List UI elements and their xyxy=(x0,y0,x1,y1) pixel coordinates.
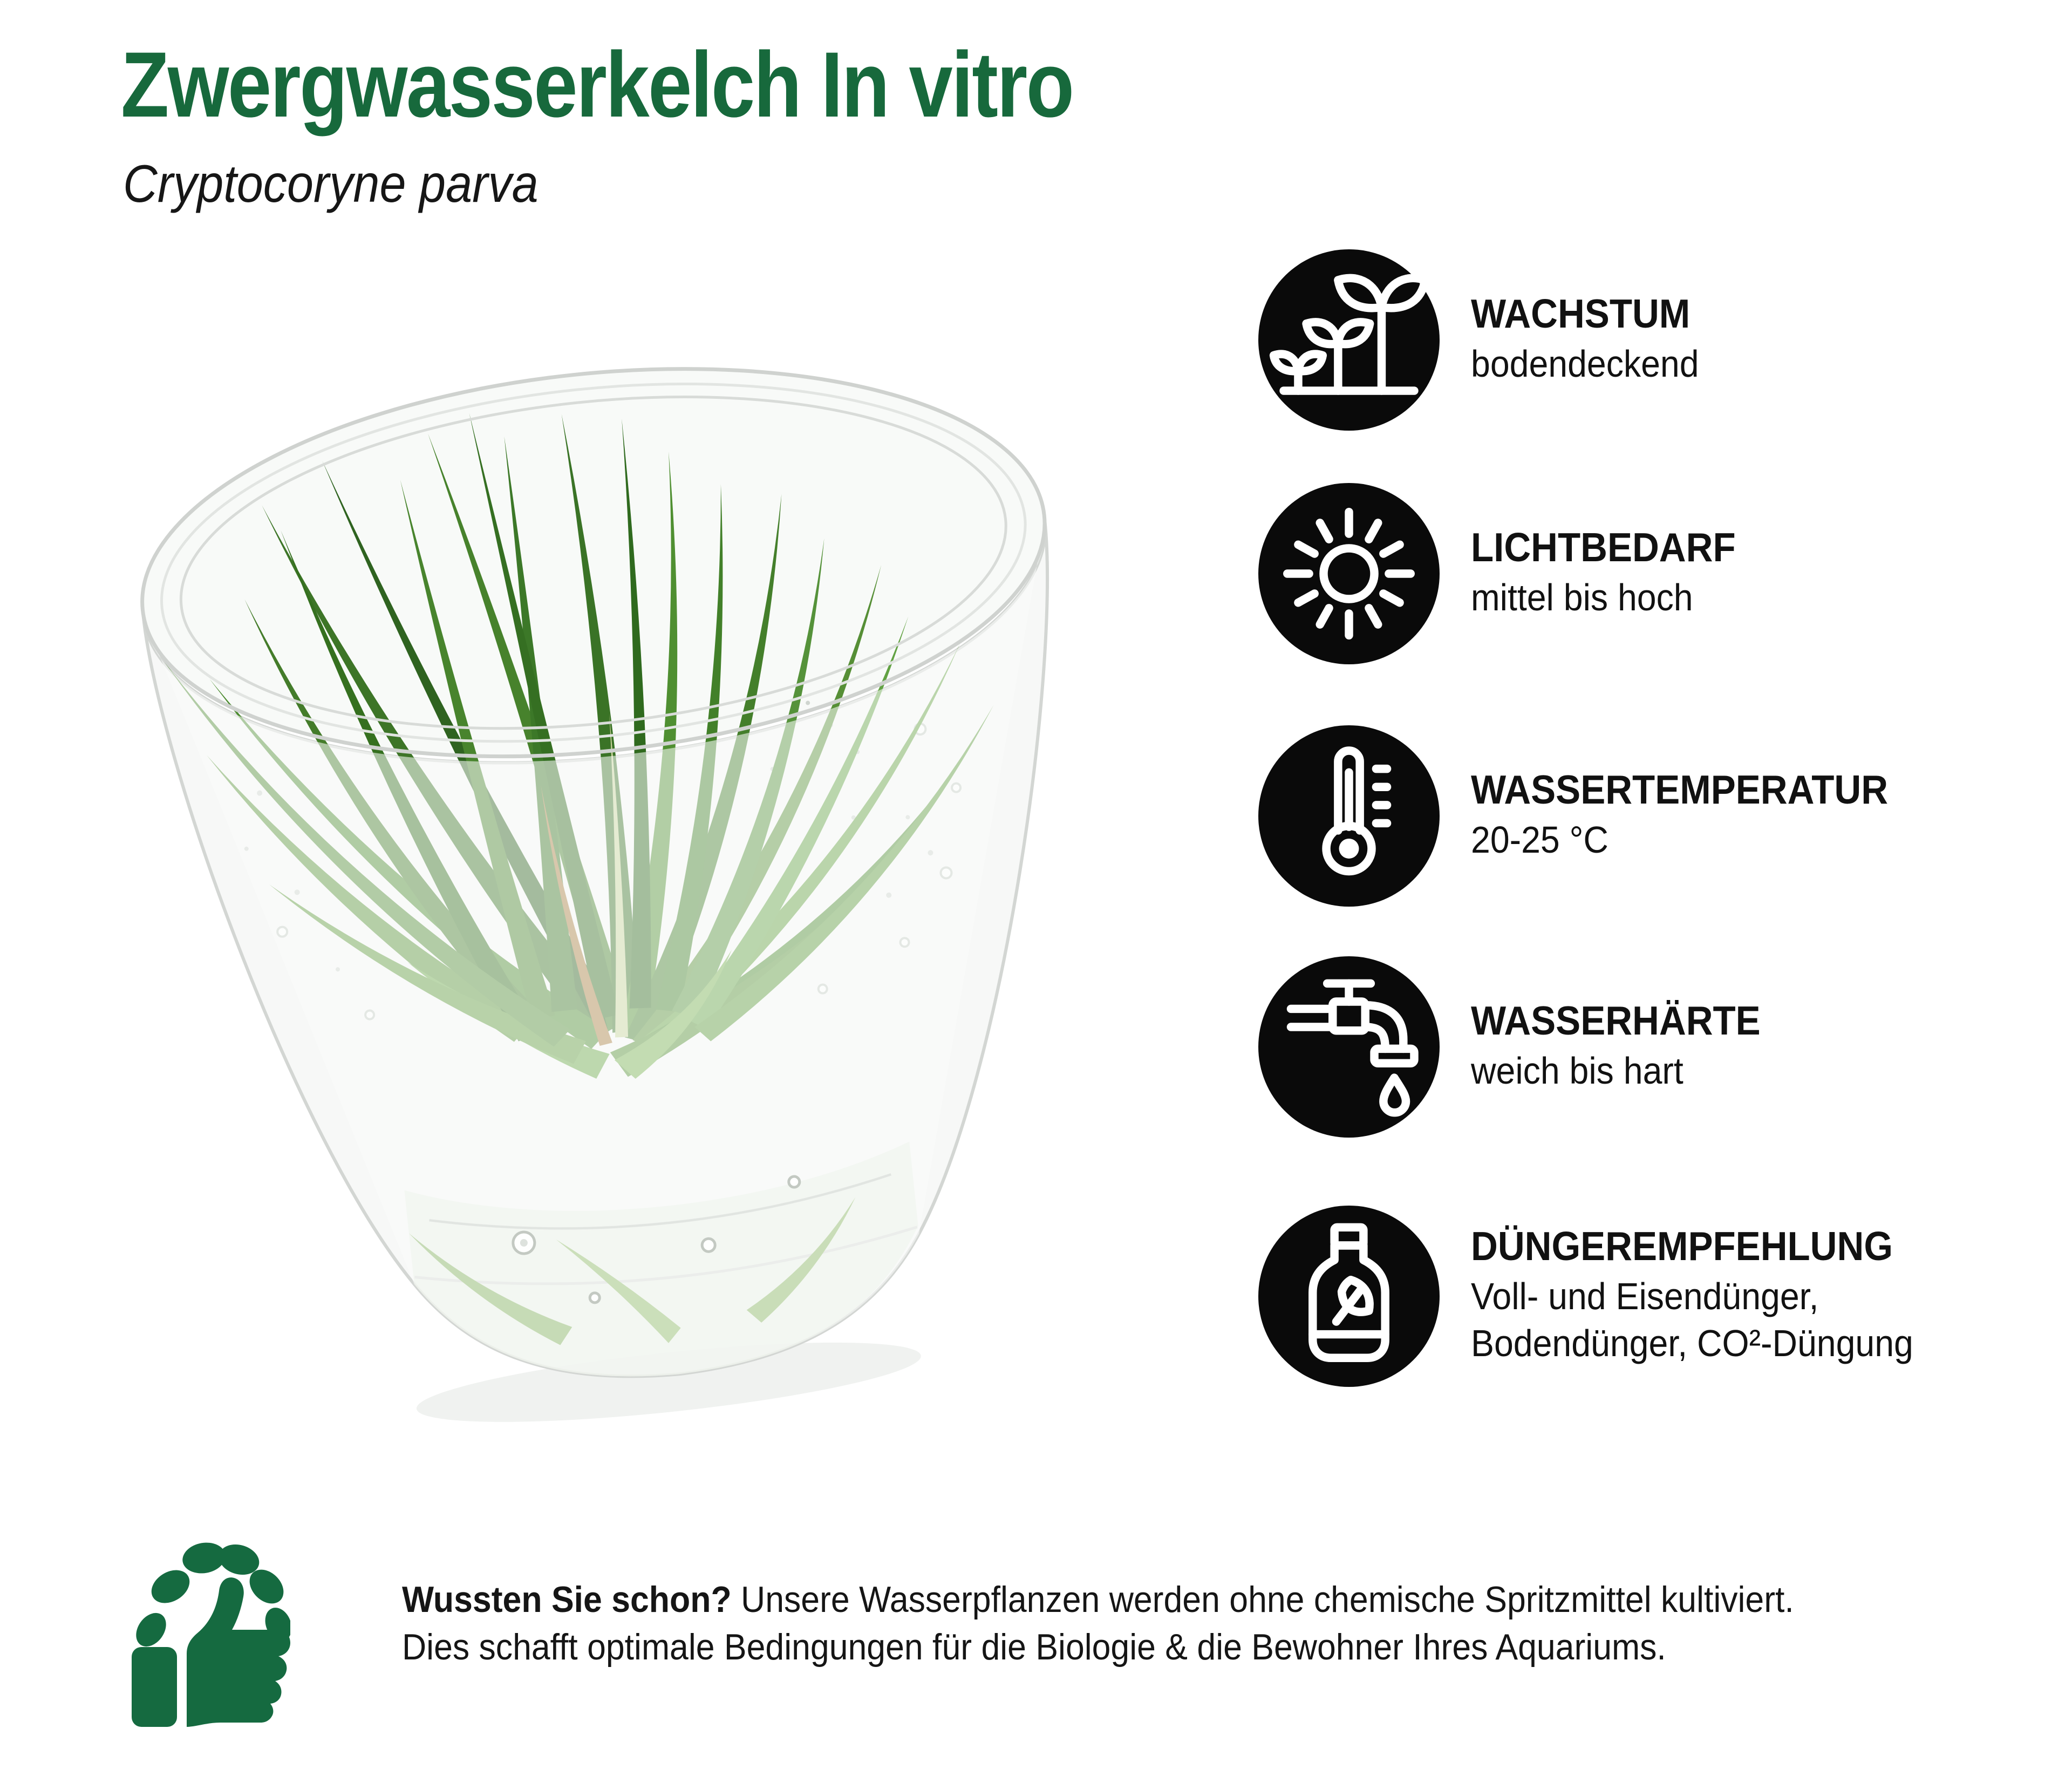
spec-label: WASSERHÄRTE xyxy=(1471,997,1761,1043)
footer-line-2: Dies schafft optimale Bedingungen für die Biologie & die Bewohner Ihres Aquariums. xyxy=(402,1627,1666,1668)
spec-value: bodendeckend xyxy=(1471,342,1699,385)
logo-cuff xyxy=(132,1647,177,1727)
spec-value: mittel bis hoch xyxy=(1471,576,1693,618)
spec-value: Voll- und Eisendünger, xyxy=(1471,1275,1819,1317)
spec-text xyxy=(1471,1225,1913,1367)
spec-text xyxy=(1471,292,1699,387)
spec-icon-circle xyxy=(1258,249,1440,431)
spec-icon-circle xyxy=(1258,483,1440,664)
spec-value-line2: Bodendünger, CO²-Düngung xyxy=(1471,1322,1913,1365)
faucet-icon xyxy=(1258,956,1440,1138)
sun-icon xyxy=(1258,483,1440,664)
spec-value: weich bis hart xyxy=(1471,1049,1684,1092)
footer-note xyxy=(402,1576,1794,1671)
spec-row xyxy=(1258,483,1759,664)
footer-highlight: Wussten Sie schon? xyxy=(402,1579,732,1620)
spec-row xyxy=(1258,725,1924,907)
spec-text xyxy=(1471,526,1736,621)
spec-label: DÜNGEREMPFEHLUNG xyxy=(1471,1223,1893,1269)
spec-text xyxy=(1471,768,1888,863)
spec-row xyxy=(1258,249,1719,431)
spec-label: WACHSTUM xyxy=(1471,290,1691,336)
spec-icon-circle xyxy=(1258,1206,1440,1387)
footer-line1-text: Unsere Wasserpflanzen werden ohne chemische Spritzmittel kultiviert. xyxy=(731,1579,1794,1620)
spec-label: WASSERTEMPERATUR xyxy=(1471,766,1889,812)
spec-label: LICHTBEDARF xyxy=(1471,524,1736,570)
fertilizer-bottle-icon xyxy=(1258,1206,1440,1387)
spec-icon-circle xyxy=(1258,956,1440,1138)
spec-icon-circle xyxy=(1258,725,1440,907)
spec-row xyxy=(1258,1206,1952,1387)
brand-leaf-thumbs-up-logo xyxy=(123,1518,290,1728)
seedlings-icon xyxy=(1258,249,1440,431)
scientific-name: Cryptocoryne parva xyxy=(123,154,539,213)
page-title: Zwergwasserkelch In vitro xyxy=(121,33,1073,137)
thermometer-icon xyxy=(1258,725,1440,907)
spec-text xyxy=(1471,999,1761,1094)
footer-line-1 xyxy=(402,1576,1794,1623)
product-photo xyxy=(135,335,1106,1425)
spec-row xyxy=(1258,956,1785,1138)
spec-value: 20-25 °C xyxy=(1471,818,1608,861)
